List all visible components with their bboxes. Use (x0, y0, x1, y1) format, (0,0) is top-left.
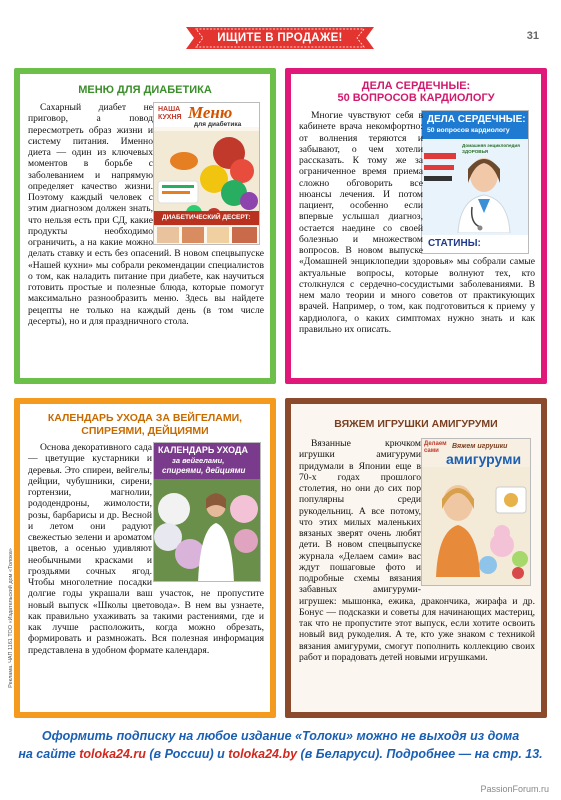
footer-line2 (0, 745, 561, 763)
cover-brand: Домашняя энциклопедия ЗДОРОВЬЯ (462, 143, 520, 154)
side-credit (3, 520, 13, 720)
cover-title-1: КАЛЕНДАРЬ УХОДА (158, 445, 248, 455)
cover-brand: НАША КУХНЯ (158, 106, 182, 121)
garden-paragraph: Основа декоративного сада — цветущие кустарники и деревья. Это спиреи, вейгелы, дейции, чубушники, сирени, гортензии, магнолии, рододендроны, жимолости, розы, барбарисы и др. Весной и летом они радуют свежестью зелени и ароматом цветов, а осенью удивляют необычными красками и гроздьями сочных ягод. Чтобы многолетние посадки долгие годы украшали ваш участок, не пропустите новый выпуск «Школы цветовода». В нем вы узнаете, как правильно ухаживать за такими растениями, где и как лучше расположить, когда можно обрезать, формировать и размножать. Вся полезная информация представлена в удобном формате календаря. (28, 442, 264, 656)
card-diabetes (14, 68, 276, 384)
cover-title: Меню (188, 103, 233, 122)
card-cardio (285, 68, 547, 384)
card-garden-text (28, 442, 264, 712)
cover-spacer (153, 102, 264, 247)
card-cardio-text (299, 110, 535, 378)
cover-title-1: ДЕЛА СЕРДЕЧНЫЕ: (427, 114, 526, 125)
cardio-paragraph: Многие чувствуют себя в кабинете врача некомфортно: от волнения теряются и забывают, о чем хотели рассказать. К тому же за ограниченное время приема сложно обговорить все нюансы лечения. И потом пациент, особенно если впервые услышал диагноз, остается наедине со своей болезнью и множеством вопросов. В новом выпуске «Домашней энциклопедии здоровья» мы собрали самые актуальные вопросы, которые волнуют тех, кто столкнулся с сердечно-сосудистыми заболеваниями. В нем мало теории и много советов от практикующих врачей. Например, о том, как подготовиться к приему у кардиолога, о каких симптомах нужно знать и как правильно их описать. (299, 110, 535, 335)
footer-line1: Оформить подписку на любое издание «Толоки» можно не выходя из дома (41, 729, 520, 743)
watermark: PassionForum.ru (480, 784, 549, 794)
knitting-paragraph: Вязанные крючком игрушки амигуруми придумали в Японии еще в 70-х годах прошлого столетия, но они до сих пор популярны среди рукодельниц. А все потому, что этих милых маленьких вязаных зверят очень любят дети. В новом спецвыпуске журнала «Делаем сами» вас ждут пошаговые фото и подробные схемы вязания забавных амигуруми-игрушек: мышонка, ежика, дракончика, жирафа и др. Бонус — подсказки и советы для начинающих мастериц, так что не пропустите этот выпуск, если хотите освоить новый вид рукоделия. А те, кто уже знаком с техникой вязания амигуруми, смогут пополнить коллекцию своих работ и порадовать детей новыми игрушками. (299, 438, 535, 663)
promo-banner (186, 27, 374, 49)
card-diabetes-text (28, 102, 264, 378)
card-garden-title-1: КАЛЕНДАРЬ УХОДА ЗА ВЕЙГЕЛАМИ, (47, 412, 243, 424)
subscription-footer (0, 727, 561, 763)
diabetes-paragraph: Сахарный диабет не приговор, а повод пересмотреть образ жизни и систему питания. Именно диета — один из ключевых моментов в борьбе с заболеванием и напрямую определяет качество жизни. Поэтому каждый человек с этим диагнозом должен знать, что нельзя есть при СД, какие продукты необходимо ограничить, а на какие можно делать ставку и есть без опасений. В новом спецвыпуске «Нашей кухни» мы собрали рекомендации специалистов о том, как наладить питание при диабете, как научиться готовить простые и полезные блюда, которые помогут максимально разнообразить меню. Здесь вы найдете рецепты не только на каждый день (в том числе десерты), но и для праздничного стола. (28, 102, 264, 327)
cover-title-2: 50 вопросов кардиологу (427, 127, 510, 134)
cover-spacer (421, 438, 535, 590)
card-garden-title-2: СПИРЕЯМИ, ДЕЙЦИЯМИ (81, 425, 209, 437)
page-number: 31 (526, 30, 539, 42)
footer-line2-b: (в России) и (145, 747, 229, 761)
cover-subtitle: для диабетика (194, 121, 242, 128)
cover-brand: Делаем сами (424, 441, 447, 454)
banner-text: ИЩИТЕ В ПРОДАЖЕ! (217, 32, 343, 44)
footer-line2-c: (в Беларуси). Подробнее — на стр. 13. (297, 747, 543, 761)
cover-title-3: спиреями, дейциями (162, 466, 246, 475)
card-knitting (285, 398, 547, 718)
card-diabetes-title: МЕНЮ ДЛЯ ДИАБЕТИКА (78, 84, 212, 96)
cover-dessert: ДИАБЕТИЧЕСКИЙ ДЕСЕРТ: (162, 214, 251, 221)
card-cardio-title-1: ДЕЛА СЕРДЕЧНЫЕ: (361, 80, 471, 92)
card-knitting-title: ВЯЖЕМ ИГРУШКИ АМИГУРУМИ (334, 418, 498, 430)
cover-bottom: СТАТИНЫ: (428, 238, 481, 249)
cover-spacer (423, 110, 535, 256)
cover-title-2: амигуруми (446, 451, 522, 467)
site-link-by[interactable]: toloka24.by (228, 747, 298, 761)
card-cardio-title-2: 50 ВОПРОСОВ КАРДИОЛОГУ (337, 92, 495, 104)
cover-title-2: за вейгелами, (172, 456, 225, 465)
card-knitting-text (299, 438, 535, 712)
cover-spacer (152, 442, 264, 584)
card-garden (14, 398, 276, 718)
site-link-ru[interactable]: toloka24.ru (79, 747, 146, 761)
cover-title-1: Вяжем игрушки (452, 443, 508, 450)
side-credit-text: Реклама. ЧАП 1161 ТОО «Издательский дом «Толока» (8, 548, 14, 688)
footer-line2-a: на сайте (18, 747, 80, 761)
